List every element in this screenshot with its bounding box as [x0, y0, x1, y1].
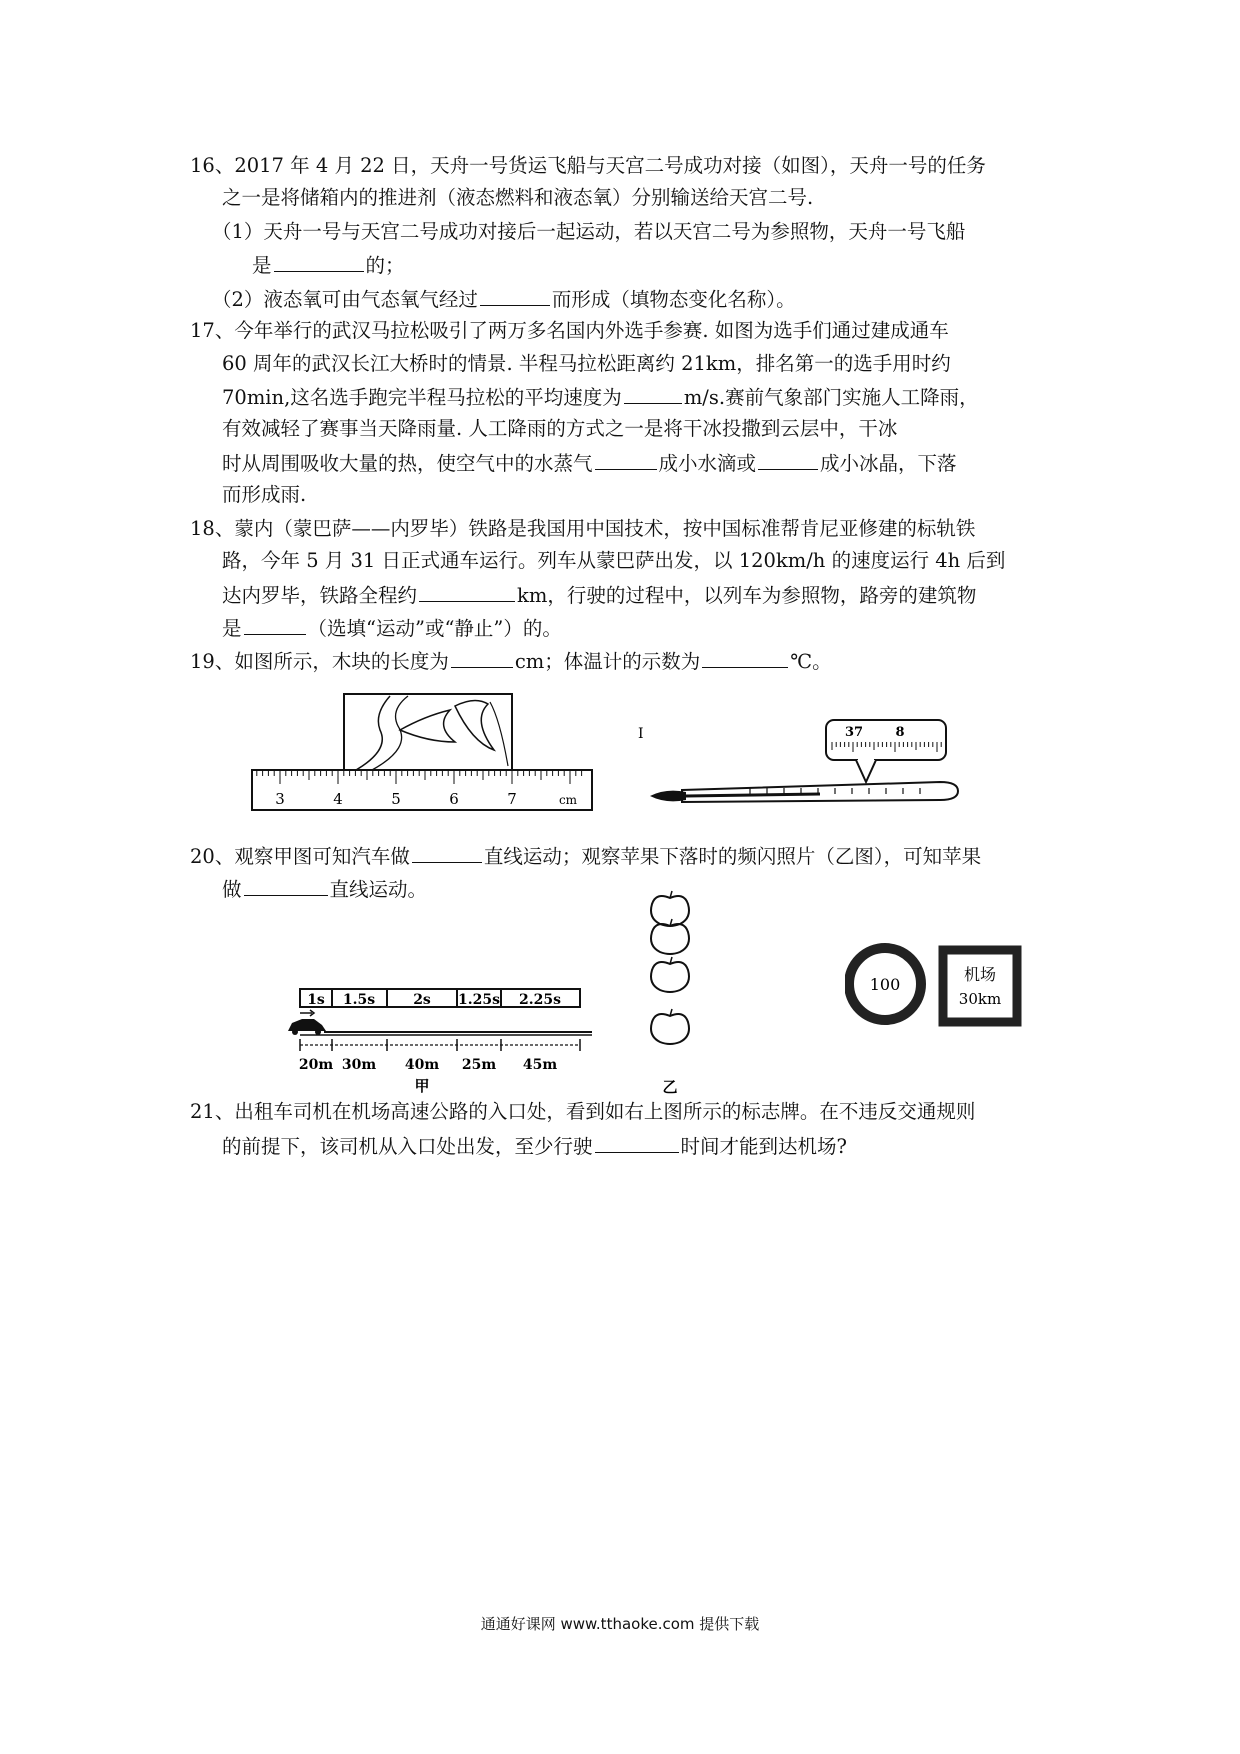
distance-30m: 30m [341, 1057, 377, 1073]
q20-blank-1[interactable] [412, 843, 482, 863]
time-1-25s: 1.25s [458, 992, 500, 1008]
airport-label: 机场 [963, 965, 997, 984]
airport-distance: 30km [958, 990, 1002, 1008]
ruler-label-5: 5 [391, 790, 401, 808]
thermometer-label-37: 37 [844, 725, 864, 740]
ruler-unit: cm [558, 793, 578, 807]
q21-line-2: 的前提下，该司机从入口处出发，至少行驶 时间才能到达机场? [222, 1135, 847, 1158]
apple-4 [651, 1009, 689, 1044]
thermometer-mark: I [638, 726, 644, 742]
distance-dimension-line [300, 1039, 580, 1051]
q17-line-3: 70min,这名选手跑完半程马拉松的平均速度为 m/s.赛前气象部门实施人工降雨， [222, 386, 979, 409]
traffic-signs [845, 940, 1025, 1030]
label-yi: 乙 [662, 1078, 678, 1096]
apple-figure [630, 888, 710, 1098]
distance-45m: 45m [522, 1057, 558, 1073]
thermometer-figure [630, 690, 970, 815]
q17-blank-3[interactable] [758, 450, 818, 470]
ruler-ticks [257, 770, 582, 784]
time-1-5s: 1.5s [342, 992, 376, 1008]
ruler-label-3: 3 [275, 790, 285, 808]
q20-line-1: 20、观察甲图可知汽车做 直线运动；观察苹果下落时的频闪照片（乙图），可知苹果 [190, 845, 982, 868]
thermometer-label-8: 8 [895, 725, 905, 740]
time-2-25s: 2.25s [519, 992, 561, 1008]
car-icon [288, 1010, 326, 1035]
wood-block [344, 694, 512, 770]
q18-line-1: 18、蒙内（蒙巴萨——内罗毕）铁路是我国用中国技术，按中国标准帮肯尼亚修建的标轨铁 [190, 517, 976, 540]
ruler-label-6: 6 [449, 790, 459, 808]
distance-25m: 25m [461, 1057, 497, 1073]
airport-distance-sign [943, 950, 1017, 1022]
q19-line: 19、如图所示，木块的长度为 cm；体温计的示数为 ℃。 [190, 650, 832, 673]
thermometer-body-scale [750, 788, 920, 794]
time-boxes [300, 989, 580, 1008]
distance-40m: 40m [404, 1057, 440, 1073]
q18-line-2: 路，今年 5 月 31 日正式通车运行。列车从蒙巴萨出发，以 120km/h 的速度运行 4h 后到 [222, 549, 1006, 572]
q16-blank-1[interactable] [274, 252, 364, 272]
car-motion-figure [280, 985, 620, 1095]
apple-2 [651, 919, 689, 954]
q17-line-1: 17、今年举行的武汉马拉松吸引了两万多名国内外选手参赛. 如图为选手们通过建成通车 [190, 319, 949, 342]
q16-blank-2[interactable] [480, 286, 550, 306]
q17-blank-2[interactable] [595, 450, 657, 470]
distance-20m: 20m [298, 1057, 334, 1073]
ruler-labels [275, 790, 577, 808]
q17-line-6: 而形成雨. [222, 483, 307, 506]
ruler-figure [250, 690, 595, 815]
time-1s: 1s [307, 992, 325, 1008]
distance-labels [299, 1057, 557, 1073]
q21-blank-1[interactable] [595, 1133, 679, 1153]
q21-line-1: 21、出租车司机在机场高速公路的入口处，看到如右上图所示的标志牌。在不违反交通规则 [190, 1100, 976, 1123]
q19-blank-1[interactable] [451, 648, 513, 668]
q18-blank-2[interactable] [244, 615, 306, 635]
apple-3 [651, 957, 689, 992]
q19-blank-2[interactable] [702, 648, 788, 668]
speed-limit-sign [849, 948, 921, 1020]
q17-line-2: 60 周年的武汉长江大桥时的情景. 半程马拉松距离约 21km，排名第一的选手用时约 [222, 352, 951, 375]
speed-limit-value: 100 [869, 975, 901, 994]
label-jia: 甲 [414, 1077, 430, 1095]
q18-blank-1[interactable] [419, 582, 515, 602]
q17-blank-1[interactable] [624, 384, 682, 404]
q18-line-3: 达内罗毕，铁路全程约 km，行驶的过程中，以列车为参照物，路旁的建筑物 [222, 584, 977, 607]
q16-part-1a: （1）天舟一号与天宫二号成功对接后一起运动，若以天宫二号为参照物，天舟一号飞船 [212, 220, 966, 243]
q16-part-1b: 是 的； [252, 254, 405, 277]
q16-part-2: （2）液态氧可由气态氧气经过 而形成（填物态变化名称）。 [212, 288, 796, 311]
q20-blank-2[interactable] [244, 876, 328, 896]
ruler-label-4: 4 [333, 790, 343, 808]
q18-line-4: 是 （选填“运动”或“静止”）的。 [222, 617, 562, 640]
q17-line-4: 有效减轻了赛事当天降雨量. 人工降雨的方式之一是将干冰投撒到云层中，干冰 [222, 417, 898, 440]
q17-line-5: 时从周围吸收大量的热，使空气中的水蒸气 成小水滴或 成小冰晶，下落 [222, 452, 957, 475]
q20-line-2: 做 直线运动。 [222, 878, 428, 901]
ruler-label-7: 7 [507, 790, 517, 808]
q16-line-2: 之一是将储箱内的推进剂（液态燃料和液态氧）分别输送给天宫二号. [222, 186, 814, 209]
q16-line-1: 16、2017 年 4 月 22 日，天舟一号货运飞船与天宫二号成功对接（如图），天舟一号的任务 [190, 154, 986, 177]
time-2s: 2s [413, 992, 431, 1008]
page-footer: 通通好课网 www.tthaoke.com 提供下载 [480, 1615, 760, 1633]
apple-1 [651, 891, 689, 926]
